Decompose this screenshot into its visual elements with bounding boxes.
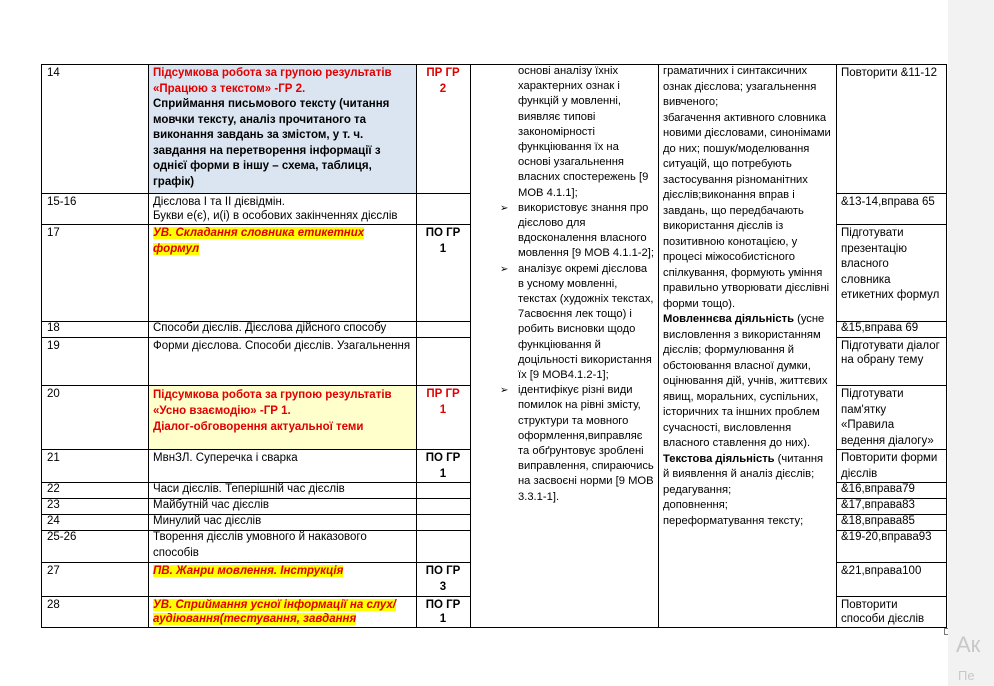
row-num: 21 [47,452,60,464]
homework: Підготувати пам'ятку «Правила ведення діалогу» [841,388,934,447]
activity-text-heading: Текстова діяльність [663,452,775,465]
activity-text-line: редагування; [663,483,732,496]
row-divider [41,193,471,194]
results-intro: основі аналізу їхніх характерних ознак і функцій у мовленні, виявляє типові закономірності функціювання їх на основі узагальнення власних спостережень [9 МОВ 4.1.1]; [518,65,649,199]
row-divider [41,482,471,483]
homework: &15,вправа 69 [841,322,919,334]
homework: &17,вправа83 [841,499,915,511]
results-item: ➢ аналізує окремі дієслова в усному мовленні, текстах (художніх текстах, 7асвоєння лек тощо) і робить висновки щодо функціювання й доцільності використання їх [9 МОВ4.1.2-1]; [500,262,654,382]
row-divider [836,482,947,483]
row-num: 25-26 [47,531,77,543]
homework: Повторити способи дієслів [841,599,925,625]
arrow-bullet-icon: ➢ [500,263,509,275]
col-divider [41,64,42,628]
activity-text-line: доповнення; [663,499,728,511]
row-divider [836,224,947,225]
row-divider [836,498,947,499]
topic-highlight-text: УВ. Складання словника етикетних формул [153,227,365,255]
topic-bold-text: Сприймання письмового тексту (читання мовчки тексту, аналіз прочитаного та виконання завдань за змістом, у т. ч. завдання на перетворення інформації з однієї форми в іншу – схема, таблиця, графік) [153,98,390,188]
lesson-topic: Форми дієслова. Способи дієслів. Узагальнення [153,340,411,352]
row-divider [836,596,947,597]
row-divider [836,514,947,515]
row-divider [41,498,471,499]
row-divider [836,449,947,450]
window-edge [948,0,994,686]
activity-text [663,452,832,483]
lesson-type: ПО ГР 1 [425,452,461,480]
col-divider [148,64,149,628]
row-divider [41,514,471,515]
topic-red-text: Підсумкова робота за групою результатів «Працюю з текстом» -ГР 2. [153,67,392,95]
topic-highlight-text: УВ. Сприймання усної інформації на слух/аудіювання(тестування, завдання [153,599,396,625]
activity-text-line: переформатування тексту; [663,514,804,527]
row-num: 23 [47,499,60,511]
row-divider [41,385,471,386]
arrow-bullet-icon: ➢ [500,202,509,214]
col-divider [470,64,471,628]
lesson-topic [148,596,416,627]
lesson-topic [148,562,416,596]
lesson-topic [148,385,416,449]
row-num: 22 [47,483,60,495]
row-divider [41,530,471,531]
watermark-text-2: Пе [958,668,975,683]
row-num: 17 [47,227,60,239]
row-divider [836,562,947,563]
row-divider [41,321,471,322]
row-num: 20 [47,388,60,400]
row-num: 24 [47,515,60,527]
homework: &19-20,вправа93 [841,531,932,543]
row-divider [41,596,471,597]
topic-red-text-2: Діалог-обговорення актуальної теми [153,421,364,433]
activity-text-text: (читання й виявлення й аналіз дієслів; [663,452,824,480]
row-divider [41,562,471,563]
homework: &13-14,вправа 65 [841,196,935,208]
activity-speech [663,312,832,452]
homework: &21,вправа100 [841,565,922,577]
row-num: 28 [47,599,60,611]
row-num: 19 [47,340,60,352]
lesson-type: ПР ГР 2 [426,67,460,95]
row-divider [836,321,947,322]
activity-speech-heading: Мовленнєва діяльність [663,313,794,325]
homework: &16,вправа79 [841,483,915,495]
row-num: 15-16 [47,196,77,208]
row-num: 27 [47,565,60,577]
lesson-type: ПО ГР 3 [425,565,461,593]
arrow-bullet-icon: ➢ [500,385,509,397]
homework: &18,вправа85 [841,515,915,527]
lesson-type: ПО ГР 1 [425,599,461,625]
homework: Повторити форми дієслів [841,452,938,480]
lesson-topic: МвнЗЛ. Суперечка і сварка [153,452,298,464]
row-divider [836,193,947,194]
lesson-topic [148,64,416,193]
homework: Підготувати презентацію власного словника етикетних формул [841,227,940,301]
lesson-topic: Часи дієслів. Теперішній час дієслів [153,483,345,495]
watermark-text: Ак [956,632,981,657]
row-divider [836,530,947,531]
lesson-topic: Способи дієслів. Дієслова дійсного способу [153,322,387,334]
lesson-type: ПР ГР 1 [426,388,460,416]
col-divider [658,64,659,628]
row-num: 18 [47,322,60,334]
lesson-topic: Минулий час дієслів [153,515,262,527]
topic-red-text: Підсумкова робота за групою результатів «Усно взаємодію» -ГР 1. [153,389,392,417]
col-divider [416,64,417,628]
row-divider [41,224,471,225]
table-border-top [41,64,947,65]
activity-language: граматичних і синтаксичних ознак дієслова; узагальнення вивченого; збагачення активного словника новими дієсловами, синонімами до них; пошук/моделювання ситуацій, що потребують застосування різноманітних дієслів;виконання вправ і завдань, що передбачають використання дієслів із позитивною конотацією, у процесі міжособистісного спілкування, формують уміння правильно утворювати дієслівні форми тощо). [663,65,831,310]
activity-speech-text: (усне висловлення з використанням дієслів; формулювання й обстоювання власної думки, оцінювання дій, учнів, життєвих явищ, моральних, суспільних, історичних та іншних проблем сучасності, висловлення власного ставлення до них). [663,313,828,449]
col-divider [836,64,837,628]
homework: Підготувати діалог на обрану тему [841,340,940,366]
lesson-topic [148,224,416,321]
expected-results [498,64,658,627]
row-divider [836,385,947,386]
row-divider [41,337,471,338]
results-item: ➢ використовує знання про дієслово для вдосконалення власного мовлення [9 МОВ 4.1.1-2]; [500,201,654,260]
col-divider [946,64,947,628]
lesson-topic: Творення дієслів умовного й наказового способів [153,531,367,559]
table-border-bottom [41,627,947,628]
learning-activities [658,64,836,627]
row-num: 14 [47,67,60,79]
lesson-topic: Дієслова І та ІІ дієвідмін. Букви е(є), и(і) в особових закінченнях дієслів [153,196,398,222]
lesson-type: ПО ГР 1 [425,227,461,255]
topic-highlight-text: ПВ. Жанри мовлення. Інструкція [153,565,344,577]
lesson-topic: Майбутній час дієслів [153,499,269,511]
results-item: ➢ ідентифікує різні види помилок на рівні змісту, структури та мовного оформлення,виправляє та обґрунтовує зроблені виправлення, спираючись на засвоєні норми [9 МОВ 3.3.1-1]. [500,384,654,503]
homework: Повторити &11-12 [841,67,937,79]
row-divider [836,337,947,338]
row-divider [41,449,471,450]
